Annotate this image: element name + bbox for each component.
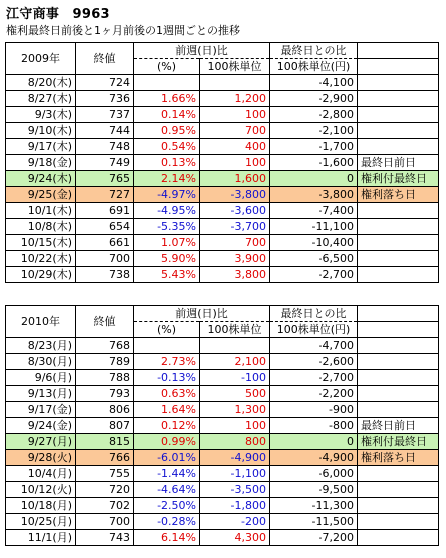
per100-header: 100株単位 (200, 322, 270, 338)
pct-cell: 0.95% (134, 123, 200, 139)
change-cell: 4,300 (200, 530, 270, 546)
table-row (6, 450, 439, 466)
table-row (6, 370, 439, 386)
diff-cell: 0 (270, 171, 358, 187)
date-cell: 8/27(木) (6, 91, 76, 107)
page-subtitle: 権利最終日前後と1ヶ月前後の1週間ごとの推移 (6, 24, 240, 37)
close-cell: 748 (76, 139, 134, 155)
close-cell: 749 (76, 155, 134, 171)
diff-cell: -4,100 (270, 75, 358, 91)
diff-cell: -7,200 (270, 530, 358, 546)
table-row (6, 75, 439, 91)
change-cell: -1,100 (200, 466, 270, 482)
date-cell: 10/22(木) (6, 251, 76, 267)
change-cell: -200 (200, 514, 270, 530)
date-cell: 9/28(火) (6, 450, 76, 466)
diff-cell: -2,100 (270, 123, 358, 139)
close-cell: 654 (76, 219, 134, 235)
pct-header: (%) (134, 59, 200, 75)
date-cell: 10/4(月) (6, 466, 76, 482)
pct-cell: 0.12% (134, 418, 200, 434)
change-cell: 1,200 (200, 91, 270, 107)
per100-yen-header: 100株単位(円) (270, 59, 358, 75)
diff-cell: -1,600 (270, 155, 358, 171)
close-header: 終値 (76, 306, 134, 338)
date-cell: 10/15(木) (6, 235, 76, 251)
change-cell: 700 (200, 123, 270, 139)
diff-cell: -900 (270, 402, 358, 418)
date-cell: 9/17(木) (6, 139, 76, 155)
pct-cell: 6.14% (134, 530, 200, 546)
change-cell: -4,900 (200, 450, 270, 466)
change-cell (200, 75, 270, 91)
close-cell: 755 (76, 466, 134, 482)
date-cell: 10/18(月) (6, 498, 76, 514)
prev-ratio-header: 前週(日)比 (134, 306, 270, 322)
note-cell: 最終日前日 (358, 155, 439, 171)
pct-cell: -4.95% (134, 203, 200, 219)
pct-cell: -6.01% (134, 450, 200, 466)
diff-cell: -3,800 (270, 187, 358, 203)
pct-cell: -0.28% (134, 514, 200, 530)
diff-cell: -9,500 (270, 482, 358, 498)
table-row (6, 267, 439, 283)
table-2010 (5, 305, 439, 546)
note-cell (358, 267, 439, 283)
diff-cell: -10,400 (270, 235, 358, 251)
change-cell: 100 (200, 107, 270, 123)
date-cell: 9/10(木) (6, 123, 76, 139)
table-row (6, 235, 439, 251)
diff-cell: -4,900 (270, 450, 358, 466)
note-cell (358, 530, 439, 546)
note-subheader (358, 59, 439, 75)
table-row (6, 418, 439, 434)
pct-cell: 0.63% (134, 386, 200, 402)
note-cell (358, 482, 439, 498)
pct-cell: -2.50% (134, 498, 200, 514)
note-header (358, 43, 439, 59)
close-cell: 700 (76, 514, 134, 530)
pct-header: (%) (134, 322, 200, 338)
date-cell: 9/18(金) (6, 155, 76, 171)
note-cell (358, 354, 439, 370)
change-cell: 100 (200, 418, 270, 434)
note-cell (358, 386, 439, 402)
per100-yen-header: 100株単位(円) (270, 322, 358, 338)
close-cell: 661 (76, 235, 134, 251)
table-row (6, 187, 439, 203)
date-cell: 10/25(月) (6, 514, 76, 530)
close-cell: 700 (76, 251, 134, 267)
date-cell: 10/1(木) (6, 203, 76, 219)
close-cell: 720 (76, 482, 134, 498)
change-cell: 700 (200, 235, 270, 251)
pct-cell: -0.13% (134, 370, 200, 386)
close-cell: 807 (76, 418, 134, 434)
note-cell: 権利付最終日 (358, 434, 439, 450)
close-cell: 737 (76, 107, 134, 123)
date-cell: 9/24(金) (6, 418, 76, 434)
note-cell (358, 466, 439, 482)
note-cell: 最終日前日 (358, 418, 439, 434)
note-header (358, 306, 439, 322)
change-cell: -3,600 (200, 203, 270, 219)
diff-cell: -2,700 (270, 370, 358, 386)
table-row (6, 466, 439, 482)
diff-cell: -2,600 (270, 354, 358, 370)
diff-cell: -11,100 (270, 219, 358, 235)
page-title: 江守商事 9963 (6, 7, 110, 22)
table-row (6, 139, 439, 155)
note-cell (358, 139, 439, 155)
close-cell: 788 (76, 370, 134, 386)
date-cell: 9/13(月) (6, 386, 76, 402)
table-row (6, 203, 439, 219)
note-cell (358, 370, 439, 386)
close-cell: 815 (76, 434, 134, 450)
date-cell: 8/23(月) (6, 338, 76, 354)
pct-cell: -5.35% (134, 219, 200, 235)
close-cell: 789 (76, 354, 134, 370)
pct-cell: 0.13% (134, 155, 200, 171)
diff-cell: -2,200 (270, 386, 358, 402)
table-row (6, 530, 439, 546)
close-cell: 806 (76, 402, 134, 418)
diff-cell: -11,300 (270, 498, 358, 514)
table-row (6, 514, 439, 530)
date-cell: 9/27(月) (6, 434, 76, 450)
pct-cell: 2.14% (134, 171, 200, 187)
change-cell: 400 (200, 139, 270, 155)
table-row (6, 402, 439, 418)
table-row (6, 91, 439, 107)
change-cell: -3,800 (200, 187, 270, 203)
note-cell (358, 91, 439, 107)
date-cell: 9/17(金) (6, 402, 76, 418)
pct-cell: 2.73% (134, 354, 200, 370)
table-row (6, 386, 439, 402)
year-header: 2009年 (6, 43, 76, 75)
note-cell (358, 203, 439, 219)
note-cell (358, 498, 439, 514)
diff-cell: -6,500 (270, 251, 358, 267)
per100-header: 100株単位 (200, 59, 270, 75)
pct-cell: -1.44% (134, 466, 200, 482)
diff-cell: -4,700 (270, 338, 358, 354)
date-cell: 9/24(木) (6, 171, 76, 187)
close-cell: 727 (76, 187, 134, 203)
change-cell: 800 (200, 434, 270, 450)
note-cell (358, 235, 439, 251)
diff-cell: -2,900 (270, 91, 358, 107)
close-cell: 768 (76, 338, 134, 354)
date-cell: 9/25(金) (6, 187, 76, 203)
vs-last-header: 最終日との比 (270, 306, 358, 322)
diff-cell: -2,700 (270, 267, 358, 283)
change-cell: 1,600 (200, 171, 270, 187)
note-cell (358, 75, 439, 91)
note-cell: 権利付最終日 (358, 171, 439, 187)
change-cell: -100 (200, 370, 270, 386)
note-cell (358, 123, 439, 139)
date-cell: 10/29(木) (6, 267, 76, 283)
close-cell: 743 (76, 530, 134, 546)
pct-cell: 1.64% (134, 402, 200, 418)
date-cell: 8/30(月) (6, 354, 76, 370)
year-header: 2010年 (6, 306, 76, 338)
change-cell: 100 (200, 155, 270, 171)
change-cell: 1,300 (200, 402, 270, 418)
table-row (6, 338, 439, 354)
pct-cell: -4.64% (134, 482, 200, 498)
change-cell: 500 (200, 386, 270, 402)
change-cell: 2,100 (200, 354, 270, 370)
date-cell: 9/6(月) (6, 370, 76, 386)
diff-cell: -11,500 (270, 514, 358, 530)
note-subheader (358, 322, 439, 338)
close-cell: 793 (76, 386, 134, 402)
pct-cell (134, 75, 200, 91)
table-row (6, 354, 439, 370)
note-cell (358, 338, 439, 354)
change-cell: 3,800 (200, 267, 270, 283)
pct-cell: 1.07% (134, 235, 200, 251)
close-cell: 765 (76, 171, 134, 187)
note-cell: 権利落ち日 (358, 450, 439, 466)
note-cell (358, 219, 439, 235)
diff-cell: -2,800 (270, 107, 358, 123)
note-cell (358, 402, 439, 418)
table-row (6, 171, 439, 187)
pct-cell: 0.14% (134, 107, 200, 123)
prev-ratio-header: 前週(日)比 (134, 43, 270, 59)
close-cell: 744 (76, 123, 134, 139)
close-header: 終値 (76, 43, 134, 75)
table-2009 (5, 42, 439, 283)
change-cell: 3,900 (200, 251, 270, 267)
table-row (6, 155, 439, 171)
table-row (6, 107, 439, 123)
change-cell: -3,500 (200, 482, 270, 498)
diff-cell: -1,700 (270, 139, 358, 155)
date-cell: 8/20(木) (6, 75, 76, 91)
change-cell (200, 338, 270, 354)
date-cell: 11/1(月) (6, 530, 76, 546)
date-cell: 10/8(木) (6, 219, 76, 235)
pct-cell: 5.90% (134, 251, 200, 267)
pct-cell: 0.99% (134, 434, 200, 450)
pct-cell: 1.66% (134, 91, 200, 107)
close-cell: 724 (76, 75, 134, 91)
date-cell: 9/3(木) (6, 107, 76, 123)
close-cell: 736 (76, 91, 134, 107)
table-row (6, 482, 439, 498)
pct-cell: 0.54% (134, 139, 200, 155)
pct-cell: -4.97% (134, 187, 200, 203)
note-cell (358, 514, 439, 530)
change-cell: -3,700 (200, 219, 270, 235)
close-cell: 691 (76, 203, 134, 219)
close-cell: 766 (76, 450, 134, 466)
note-cell (358, 107, 439, 123)
diff-cell: 0 (270, 434, 358, 450)
diff-cell: -800 (270, 418, 358, 434)
pct-cell (134, 338, 200, 354)
note-cell (358, 251, 439, 267)
note-cell: 権利落ち日 (358, 187, 439, 203)
table-row (6, 498, 439, 514)
close-cell: 702 (76, 498, 134, 514)
pct-cell: 5.43% (134, 267, 200, 283)
table-row (6, 434, 439, 450)
diff-cell: -6,000 (270, 466, 358, 482)
date-cell: 10/12(火) (6, 482, 76, 498)
close-cell: 738 (76, 267, 134, 283)
table-row (6, 251, 439, 267)
table-row (6, 219, 439, 235)
change-cell: -1,800 (200, 498, 270, 514)
diff-cell: -7,400 (270, 203, 358, 219)
table-row (6, 123, 439, 139)
vs-last-header: 最終日との比 (270, 43, 358, 59)
